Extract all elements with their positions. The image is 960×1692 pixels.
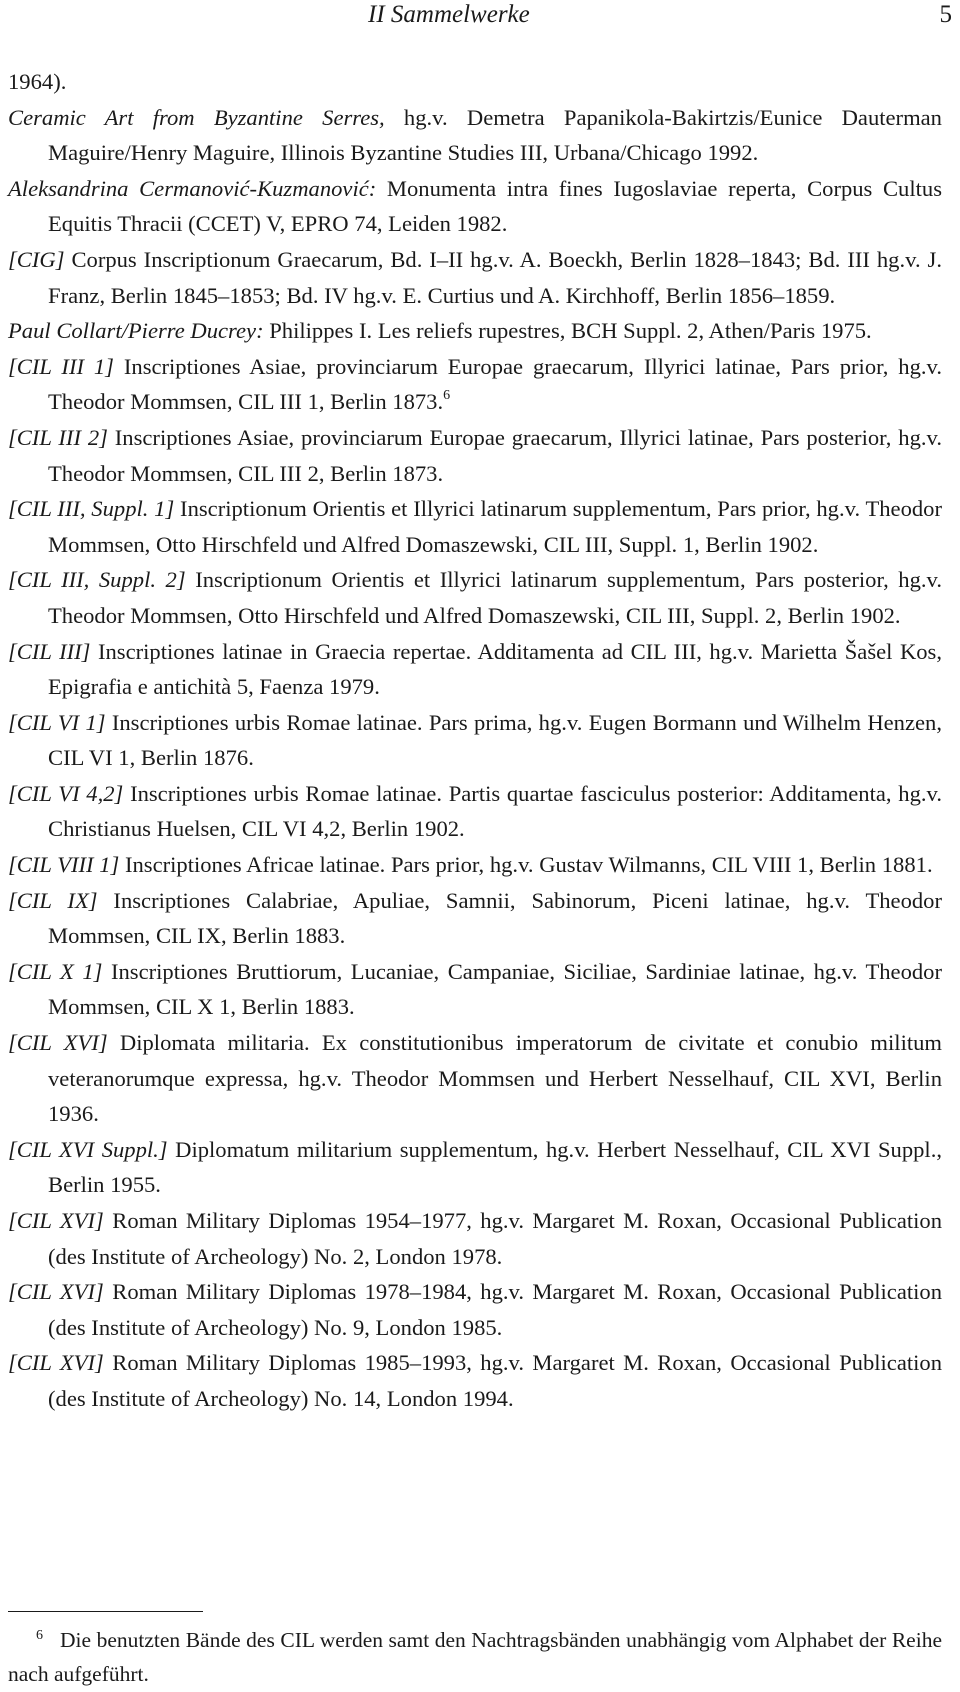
entry-text: Roman Military Diplomas 1985–1993, hg.v. Margaret M. Roxan, Occasional Publication (des Institute of Archeology) No. 14, London 1994. xyxy=(48,1350,942,1411)
bibliography-entry xyxy=(8,1203,942,1274)
bibliography-entry xyxy=(8,1132,942,1203)
entry-key: [CIL III, Suppl. 2] xyxy=(8,567,186,593)
entry-key: [CIL VI 1] xyxy=(8,709,106,735)
entry-key: Ceramic Art from Byzantine Serres, xyxy=(8,104,385,130)
bibliography-entry xyxy=(8,847,942,883)
entry-key: [CIL III 2] xyxy=(8,424,108,450)
entry-text: Monumenta intra fines Iugoslaviae reperta, Corpus Cultus Equitis Thracii (CCET) V, EPRO 74, Leiden 1982. xyxy=(48,175,942,237)
footnote: 6 Die benutzten Bände des CIL werden samt den Nachtragsbänden unabhängig vom Alphabet der Reihe nach aufgeführt. xyxy=(8,1628,942,1686)
entry-key: [CIL VI 4,2] xyxy=(8,780,124,806)
bibliography-entry xyxy=(8,1345,942,1416)
bibliography-entry xyxy=(8,705,942,776)
bibliography-entry xyxy=(8,562,942,633)
bibliography-entry xyxy=(8,349,942,420)
entry-key: [CIL XVI] xyxy=(8,1030,108,1056)
footnote-divider xyxy=(8,1611,203,1612)
bibliography-entry xyxy=(8,64,942,100)
running-head xyxy=(0,0,960,36)
entry-key: Paul Collart/Pierre Ducrey: xyxy=(8,318,264,344)
entry-text: Philippes I. Les reliefs rupestres, BCH Suppl. 2, Athen/Paris 1975. xyxy=(263,318,872,344)
entry-key: [CIL IX] xyxy=(8,887,98,913)
bibliography-entry xyxy=(8,242,942,313)
page-number: 5 xyxy=(939,1,952,28)
entry-text: Inscriptiones urbis Romae latinae. Pars prima, hg.v. Eugen Bormann und Wilhelm Henzen, CIL VI 1, Berlin 1876. xyxy=(48,709,942,771)
bibliography-entry xyxy=(8,1274,942,1345)
entry-text: Corpus Inscriptionum Graecarum, Bd. I–II hg.v. A. Boeckh, Berlin 1828–1843; Bd. III hg.v. J. Franz, Berlin 1845–1853; Bd. IV hg.v. E. Curtius und A. Kirchhoff, Berlin 1856–1859. xyxy=(48,246,942,308)
entry-text: hg.v. Demetra Papanikola-Bakirtzis/Eunice Dauterman Maguire/Henry Maguire, Illinois Byzantine Studies III, Urbana/Chicago 1992. xyxy=(48,104,942,166)
footnote-reference[interactable]: 6 xyxy=(443,388,451,404)
entry-key: [CIL III 1] xyxy=(8,353,114,379)
entry-key: [CIL XVI Suppl.] xyxy=(8,1136,168,1162)
entry-text: Inscriptiones urbis Romae latinae. Partis quartae fasciculus posterior: Additamenta, hg.v. Christianus Huelsen, CIL VI 4,2, Berlin 1902. xyxy=(48,780,942,842)
entry-text: Inscriptiones Asiae, provinciarum Europae graecarum, Illyrici latinae, Pars posterior, hg.v. Theodor Mommsen, CIL III 2, Berlin 1873. xyxy=(48,424,942,486)
bibliography-entry xyxy=(8,420,942,491)
entry-key: [CIL XVI] xyxy=(8,1350,104,1376)
bibliography-entry xyxy=(8,171,942,242)
entry-text: Inscriptionum Orientis et Illyrici latinarum supplementum, Pars prior, hg.v. Theodor Mommsen, Otto Hirschfeld und Alfred Domaszewski, CIL III, Suppl. 1, Berlin 1902. xyxy=(48,496,942,557)
bibliography-entry xyxy=(8,634,942,705)
entry-text: 1964). xyxy=(8,69,67,94)
bibliography-entry xyxy=(8,491,942,562)
entry-key: [CIL XVI] xyxy=(8,1208,104,1233)
entry-text: Inscriptionum Orientis et Illyrici latinarum supplementum, Pars posterior, hg.v. Theodor Mommsen, Otto Hirschfeld und Alfred Domaszewski, CIL III, Suppl. 2, Berlin 1902. xyxy=(48,567,942,628)
entry-key: [CIL X 1] xyxy=(8,958,103,984)
bibliography-entry xyxy=(8,1025,942,1132)
entry-key: [CIL XVI] xyxy=(8,1279,104,1305)
entry-text: Roman Military Diplomas 1978–1984, hg.v. Margaret M. Roxan, Occasional Publication (des Institute of Archeology) No. 9, London 1985. xyxy=(48,1279,942,1340)
entry-key: [CIL III, Suppl. 1] xyxy=(8,496,175,522)
entry-text: Diplomata militaria. Ex constitutionibus imperatorum de civitate et conubio militum veteranorumque expressa, hg.v. Theodor Mommsen und Herbert Nesselhauf, CIL XVI, Berlin 1936. xyxy=(48,1030,942,1127)
bibliography-list xyxy=(8,64,942,1417)
entry-text: Diplomatum militarium supplementum, hg.v. Herbert Nesselhauf, CIL XVI Suppl., Berlin 1955. xyxy=(48,1136,943,1198)
entry-text: Inscriptiones latinae in Graecia repertae. Additamenta ad CIL III, hg.v. Marietta Šašel Kos, Epigrafia e antichità 5, Faenza 1979. xyxy=(48,638,943,700)
entry-key: [CIG] xyxy=(8,246,65,272)
entry-text: Inscriptiones Asiae, provinciarum Europae graecarum, Illyrici latinae, Pars prior, hg.v. Theodor Mommsen, CIL III 1, Berlin 1873. xyxy=(48,353,942,415)
bibliography-entry xyxy=(8,954,942,1025)
bibliography-entry xyxy=(8,313,942,349)
bibliography-entry xyxy=(8,776,942,847)
entry-text: Roman Military Diplomas 1954–1977, hg.v. Margaret M. Roxan, Occasional Publication (des Institute of Archeology) No. 2, London 1978. xyxy=(48,1208,942,1269)
bibliography-entry xyxy=(8,100,942,171)
entry-text: Inscriptiones Africae latinae. Pars prior, hg.v. Gustav Wilmanns, CIL VIII 1, Berlin 1881. xyxy=(119,852,933,878)
entry-text: Inscriptiones Calabriae, Apuliae, Samnii, Sabinorum, Piceni latinae, hg.v. Theodor Mommsen, CIL IX, Berlin 1883. xyxy=(48,887,942,949)
running-title: II Sammelwerke xyxy=(368,1,530,28)
entry-text: Inscriptiones Bruttiorum, Lucaniae, Campaniae, Siciliae, Sardiniae latinae, hg.v. Theodor Mommsen, CIL X 1, Berlin 1883. xyxy=(48,958,943,1020)
entry-key: [CIL III] xyxy=(8,638,91,664)
entry-key: [CIL VIII 1] xyxy=(8,852,120,878)
bibliography-entry xyxy=(8,883,942,954)
entry-key: Aleksandrina Cermanović-Kuzmanović: xyxy=(8,175,377,201)
footnote-text: Die benutzten Bände des CIL werden samt den Nachtragsbänden unabhängig vom Alphabet der Reihe nach aufgeführt. xyxy=(8,1628,942,1686)
